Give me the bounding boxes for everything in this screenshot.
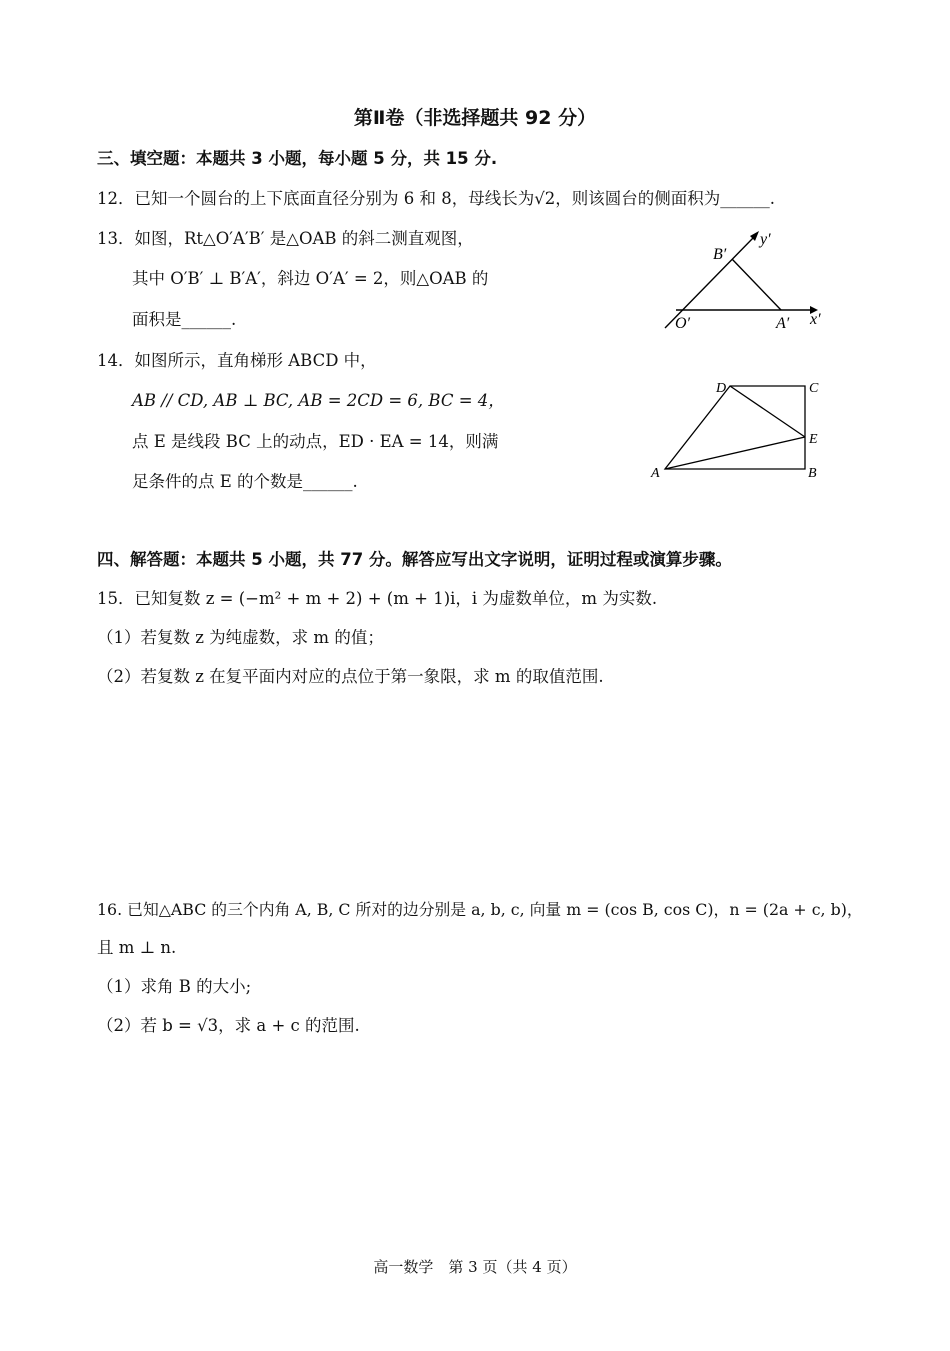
q16-line1: 16. 已知△ABC 的三个内角 A, B, C 所对的边分别是 a, b, c, 向量 m = (cos B, cos C)，n = (2a + c, b)， — [97, 900, 863, 919]
fill-blank-header: 三、填空题：本题共 3 小题，每小题 5 分，共 15 分. — [97, 149, 498, 168]
q14-line2: AB // CD, AB ⊥ BC, AB = 2CD = 6, BC = 4， — [132, 391, 505, 410]
label-o: O′ — [675, 315, 691, 332]
label-a: A — [651, 466, 660, 481]
q13-line2: 其中 O′B′ ⊥ B′A′，斜边 O′A′ = 2，则△OAB 的 — [132, 269, 489, 288]
q16-part1: （1）求角 B 的大小; — [97, 977, 252, 996]
q14-line3: 点 E 是线段 BC 上的动点，ED · EA = 14，则满 — [132, 432, 499, 451]
label-a: A′ — [776, 315, 790, 332]
answer-header: 四、解答题：本题共 5 小题，共 77 分。解答应写出文字说明，证明过程或演算步骤。 — [97, 550, 732, 569]
trapezoid-abcd — [665, 386, 805, 469]
segment-b-a — [732, 259, 781, 310]
question-12 — [97, 188, 775, 210]
segment-e-d — [730, 386, 805, 437]
q12-sqrt: √2 — [534, 189, 556, 208]
label-b: B′ — [713, 246, 727, 263]
q12-suffix: ，则该圆台的侧面积为______. — [555, 189, 775, 208]
q15-part1: （1）若复数 z 为纯虚数，求 m 的值； — [97, 628, 384, 647]
q14-figure — [648, 374, 838, 484]
q12-prefix: 12．已知一个圆台的上下底面直径分别为 6 和 8，母线长为 — [97, 189, 535, 208]
label-x: x′ — [810, 311, 821, 328]
q14-line4: 足条件的点 E 的个数是______. — [132, 472, 358, 491]
label-c: C — [809, 381, 819, 396]
page-footer: 高一数学 第 3 页（共 4 页） — [373, 1258, 577, 1276]
section-title: 第Ⅱ卷（非选择题共 92 分） — [353, 107, 597, 129]
q15-part2: （2）若复数 z 在复平面内对应的点位于第一象限，求 m 的取值范围. — [97, 667, 604, 686]
label-e: E — [809, 432, 818, 447]
label-y: y′ — [760, 231, 771, 248]
q13-line3: 面积是______. — [132, 310, 237, 329]
label-d: D — [716, 381, 727, 396]
q14-line1: 14．如图所示，直角梯形 ABCD 中， — [97, 351, 377, 370]
q15-line1: 15．已知复数 z = (−m² + m + 2) + (m + 1)i，i 为虚数单位，m 为实数. — [97, 589, 658, 608]
q13-figure — [650, 222, 840, 334]
q16-line2: 且 m ⊥ n. — [97, 938, 177, 957]
q16-part2: （2）若 b = √3，求 a + c 的范围. — [97, 1016, 360, 1035]
q13-line1: 13．如图，Rt△O′A′B′ 是△OAB 的斜二测直观图， — [97, 229, 474, 248]
label-b: B — [808, 466, 817, 481]
